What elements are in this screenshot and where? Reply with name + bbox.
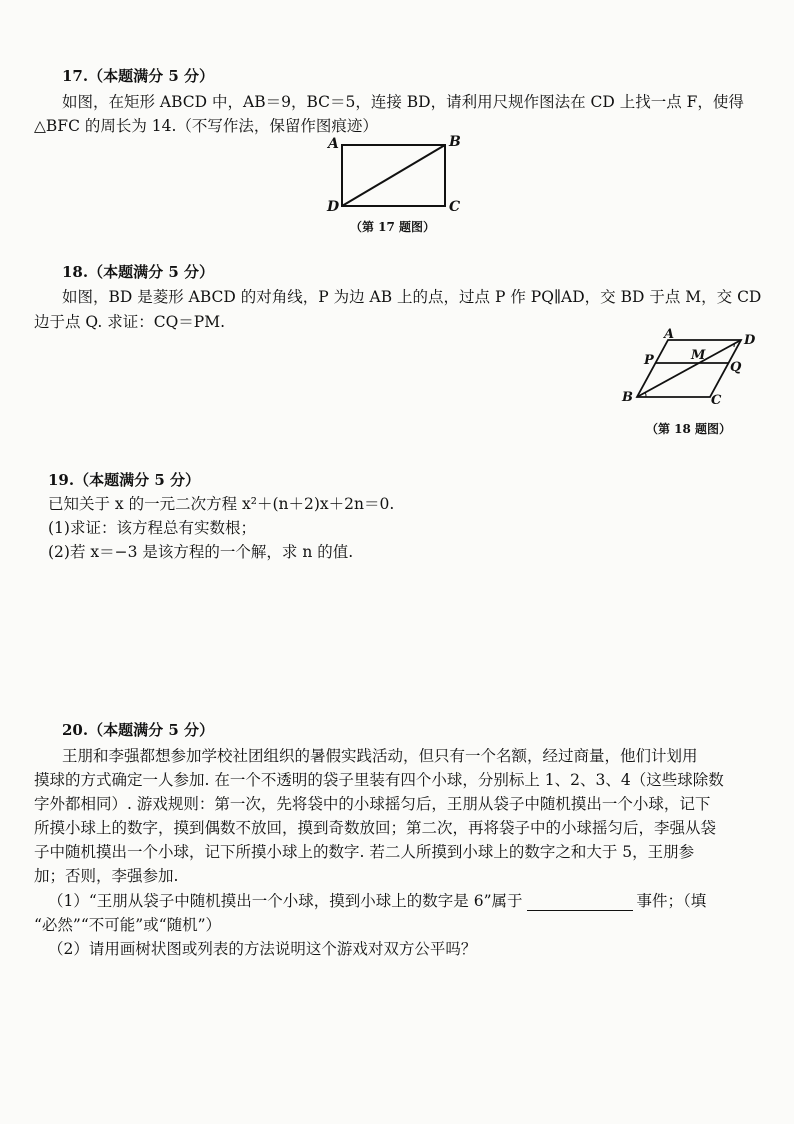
q17-label-b: B (449, 134, 461, 150)
q17-header: 17.（本题满分 5 分） (62, 67, 214, 85)
q18-text-line2: 边于点 Q. 求证：CQ＝PM. (34, 313, 226, 331)
q19-part2: (2)若 x＝−3 是该方程的一个解，求 n 的值. (48, 543, 354, 561)
q18-label-b: B (622, 390, 633, 405)
q20-part1 (48, 891, 706, 911)
q18-label-a: A (664, 327, 675, 342)
q20-part1-prefix: （1）“王朋从袋子中随机摸出一个小球，摸到小球上的数字是 6”属于 (48, 892, 523, 910)
q20-text-line5: 子中随机摸出一个小球，记下所摸小球上的数字. 若二人所摸到小球上的数字之和大于 5，王朋参 (34, 843, 695, 861)
q18-text-line1: 如图，BD 是菱形 ABCD 的对角线，P 为边 AB 上的点，过点 P 作 PQ∥AD，交 BD 于点 M，交 CD (62, 288, 762, 306)
q18-header: 18.（本题满分 5 分） (62, 263, 214, 281)
q18-label-q: Q (730, 360, 742, 375)
q17-text-line2: △BFC 的周长为 14.（不写作法，保留作图痕迹） (34, 117, 378, 135)
q17-figure-caption: （第 17 题图） (350, 220, 436, 234)
q19-header: 19.（本题满分 5 分） (48, 471, 200, 489)
q18-label-m: M (691, 348, 706, 363)
answer-blank[interactable] (527, 896, 633, 911)
q18-figure-caption: （第 18 题图） (646, 422, 732, 436)
q20-part1-options: “必然”“不可能”或“随机”） (34, 916, 222, 934)
q20-text-line2: 摸球的方式确定一人参加. 在一个不透明的袋子里装有四个小球，分别标上 1、2、3、4（这些球除数 (34, 771, 724, 789)
q20-header: 20.（本题满分 5 分） (62, 721, 214, 739)
q17-label-d: D (327, 199, 340, 215)
q19-part1: (1)求证：该方程总有实数根； (48, 519, 256, 537)
q20-part1-suffix: 事件；（填 (636, 892, 707, 910)
q17-text-line1: 如图，在矩形 ABCD 中，AB＝9，BC＝5，连接 BD，请利用尺规作图法在 CD 上找一点 F，使得 (62, 93, 744, 111)
q17-label-a: A (328, 136, 339, 152)
q20-part2: （2）请用画树状图或列表的方法说明这个游戏对双方公平吗？ (48, 940, 477, 958)
q20-text-line4: 所摸小球上的数字，摸到偶数不放回，摸到奇数放回；第二次，再将袋子中的小球摇匀后，李强从袋 (34, 819, 717, 837)
q19-text-line1: 已知关于 x 的一元二次方程 x²＋(n＋2)x＋2n＝0. (48, 495, 395, 513)
q20-text-line6: 加；否则，李强参加. (34, 867, 179, 885)
q18-label-c: C (711, 393, 722, 408)
q20-text-line1: 王朋和李强都想参加学校社团组织的暑假实践活动，但只有一个名额，经过商量，他们计划用 (62, 747, 698, 765)
q17-label-c: C (449, 199, 461, 215)
q20-text-line3: 字外都相同）. 游戏规则：第一次，先将袋中的小球摇匀后，王朋从袋子中随机摸出一个小球，记下 (34, 795, 711, 813)
q18-label-p: P (644, 353, 654, 368)
q18-label-d: D (744, 333, 756, 348)
